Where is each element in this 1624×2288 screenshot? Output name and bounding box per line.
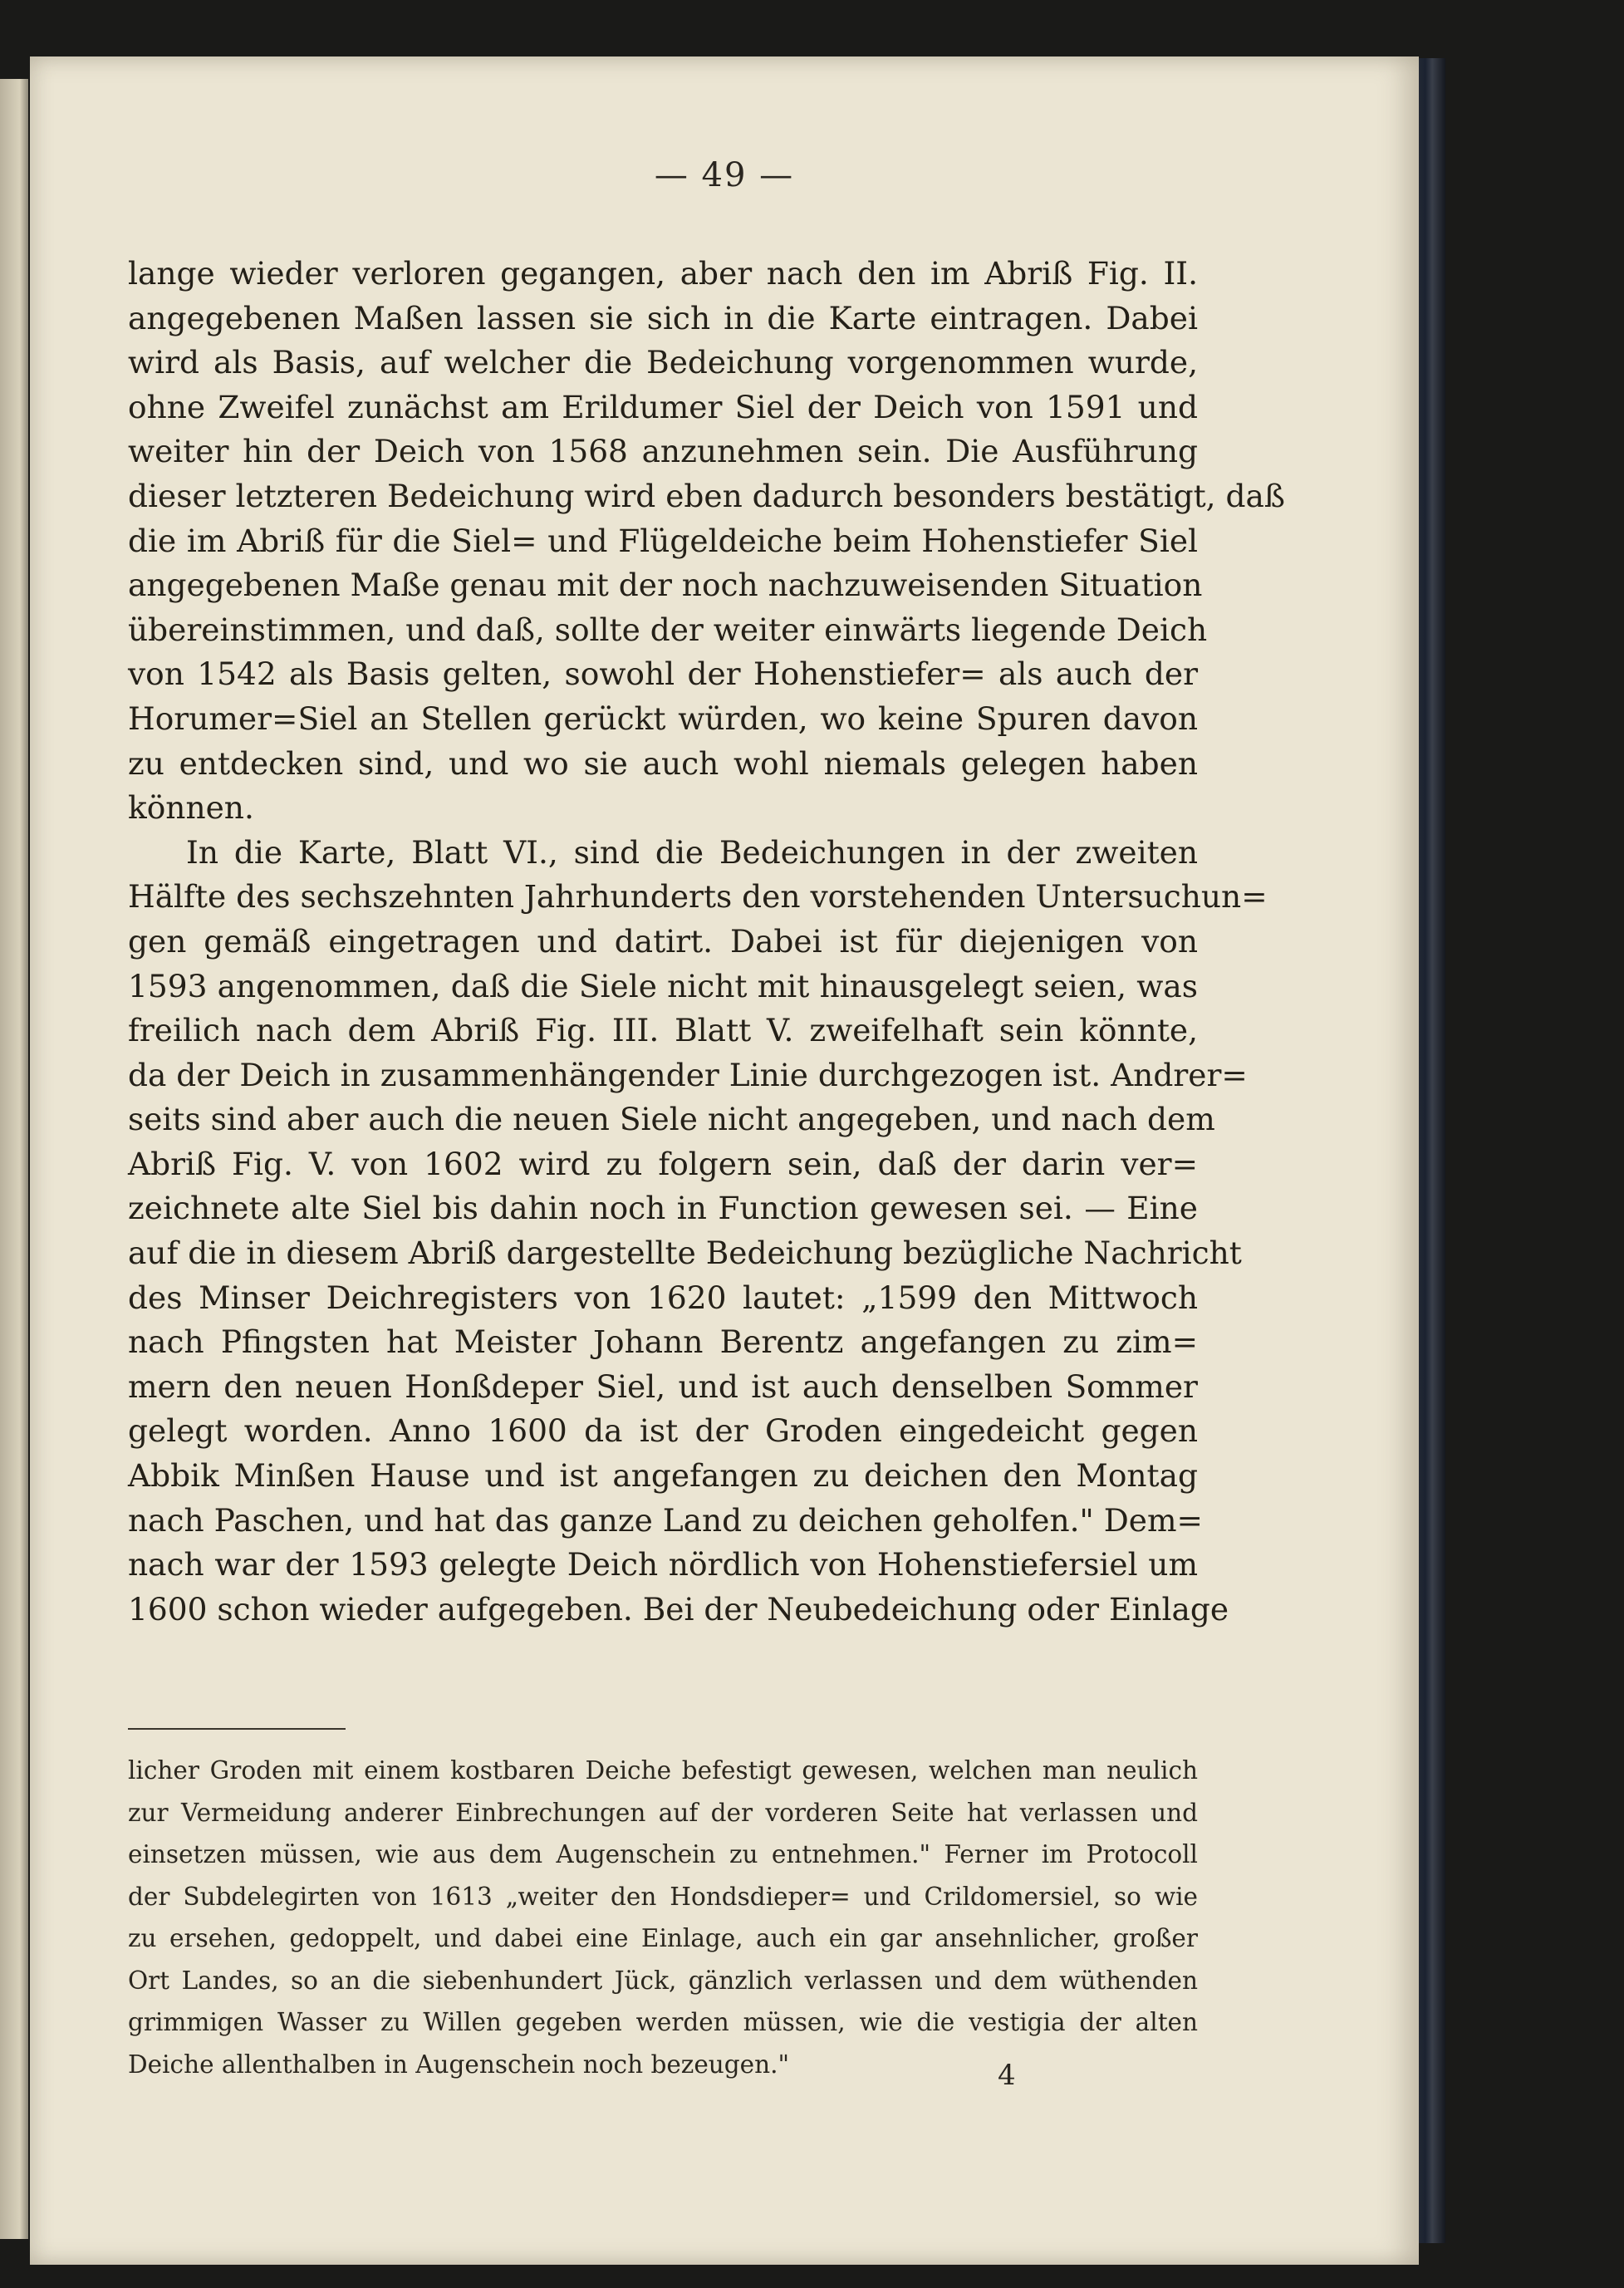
main-text <box>128 252 1285 1632</box>
text-line: auf die in diesem Abriß dargestellte Bedeichung bezügliche Nachricht <box>128 1235 1242 1272</box>
footnote-line: zu ersehen, gedoppelt, und dabei eine Einlage, auch ein gar ansehnlicher, großer <box>128 1924 1198 1952</box>
text-line: übereinstimmen, und daß, sollte der weiter einwärts liegende Deich <box>128 611 1208 648</box>
text-line: zeichnete alte Siel bis dahin noch in Function gewesen sei. — Eine <box>128 1190 1198 1227</box>
page-number: — 49 — <box>654 156 795 194</box>
text-line: 1600 schon wieder aufgegeben. Bei der Neubedeichung oder Einlage <box>128 1590 1229 1628</box>
text-line: gelegt worden. Anno 1600 da ist der Groden eingedeicht gegen <box>128 1412 1198 1450</box>
footnote-line: einsetzen müssen, wie aus dem Augenschein zu entnehmen." Ferner im Protocoll <box>128 1840 1198 1868</box>
text-line: freilich nach dem Abriß Fig. III. Blatt V. zweifelhaft sein könnte, <box>128 1012 1198 1049</box>
footnote <box>128 1750 1198 2085</box>
text-line: da der Deich in zusammenhängender Linie durchgezogen ist. Andrer= <box>128 1056 1248 1093</box>
text-line: nach war der 1593 gelegte Deich nördlich von Hohenstiefersiel um <box>128 1546 1198 1583</box>
footnote-line: licher Groden mit einem kostbaren Deiche befestigt gewesen, welchen man neulich <box>128 1756 1198 1785</box>
text-line: dieser letzteren Bedeichung wird eben dadurch besonders bestätigt, daß <box>128 477 1285 514</box>
text-line: nach Paschen, und hat das ganze Land zu deichen geholfen." Dem= <box>128 1501 1203 1539</box>
text-line: des Minser Deichregisters von 1620 lautet: „1599 den Mittwoch <box>128 1279 1198 1316</box>
text-line: ohne Zweifel zunächst am Erildumer Siel der Deich von 1591 und <box>128 388 1198 425</box>
text-line: weiter hin der Deich von 1568 anzunehmen sein. Die Ausführung <box>128 433 1198 470</box>
text-line: Abbik Minßen Hause und ist angefangen zu deichen den Montag <box>128 1457 1198 1495</box>
text-line: angegebenen Maßen lassen sie sich in die Karte eintragen. Dabei <box>128 299 1198 336</box>
text-line: lange wieder verloren gegangen, aber nach den im Abriß Fig. II. <box>128 255 1198 292</box>
text-line: angegebenen Maße genau mit der noch nachzuweisenden Situation <box>128 567 1203 604</box>
signature-mark: 4 <box>998 2059 1016 2092</box>
text-line: Hälfte des sechszehnten Jahrhunderts den vorstehenden Untersuchun= <box>128 878 1268 916</box>
text-line: Abriß Fig. V. von 1602 wird zu folgern sein, daß der darin ver= <box>128 1145 1198 1182</box>
text-line: wird als Basis, auf welcher die Bedeichung vorgenommen wurde, <box>128 344 1198 381</box>
facing-page-edge <box>0 79 28 2239</box>
footnote-line: zur Vermeidung anderer Einbrechungen auf der vorderen Seite hat verlassen und <box>128 1798 1198 1827</box>
footnote-line: der Subdelegirten von 1613 „weiter den Hondsdieper= und Crildomersiel, so wie <box>128 1882 1198 1911</box>
text-line: die im Abriß für die Siel= und Flügeldeiche beim Hohenstiefer Siel <box>128 522 1198 559</box>
text-line: können. <box>128 789 254 827</box>
footnote-divider <box>128 1728 346 1730</box>
text-line: nach Pfingsten hat Meister Johann Berentz angefangen zu zim= <box>128 1323 1198 1361</box>
footnote-line: Deiche allenthalben in Augenschein noch bezeugen." <box>128 2050 790 2079</box>
text-line: In die Karte, Blatt VI., sind die Bedeichungen in der zweiten <box>186 833 1198 871</box>
footnote-line: grimmigen Wasser zu Willen gegeben werden müssen, wie die vestigia der alten <box>128 2008 1198 2036</box>
text-line: seits sind aber auch die neuen Siele nicht angegeben, und nach dem <box>128 1101 1215 1138</box>
footnote-line: Ort Landes, so an die siebenhundert Jück, gänzlich verlassen und dem wüthenden <box>128 1966 1198 1995</box>
text-line: gen gemäß eingetragen und datirt. Dabei ist für diejenigen von <box>128 922 1198 960</box>
text-line: mern den neuen Honßdeper Siel, und ist auch denselben Sommer <box>128 1367 1198 1405</box>
text-line: zu entdecken sind, und wo sie auch wohl niemals gelegen haben <box>128 744 1198 782</box>
text-line: Horumer=Siel an Stellen gerückt würden, wo keine Spuren davon <box>128 700 1198 737</box>
book-page <box>30 56 1419 2265</box>
text-line: von 1542 als Basis gelten, sowohl der Hohenstiefer= als auch der <box>128 655 1198 693</box>
text-line: 1593 angenommen, daß die Siele nicht mit hinausgelegt seien, was <box>128 967 1198 1004</box>
